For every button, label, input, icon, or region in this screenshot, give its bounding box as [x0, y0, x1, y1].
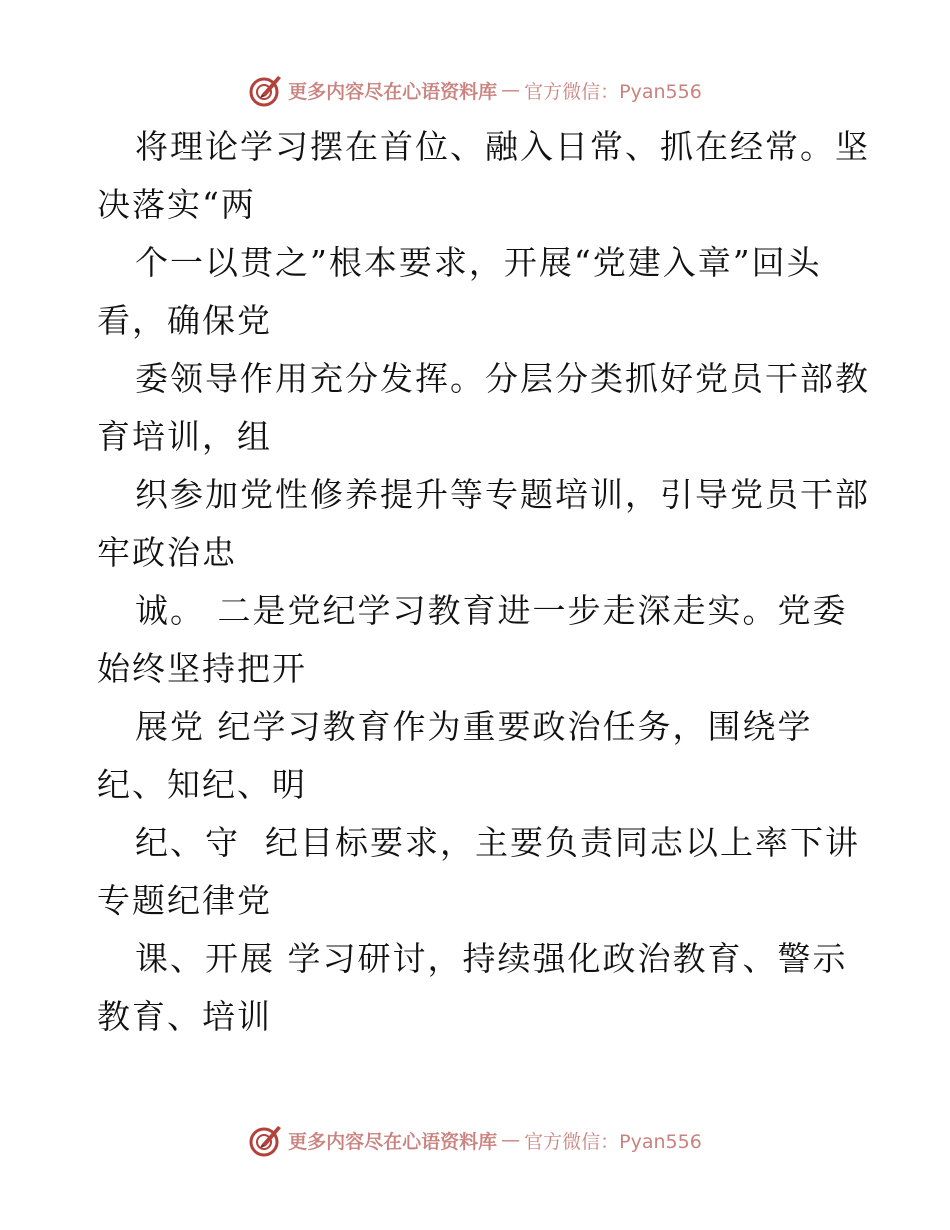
- paragraph-line: 课、开展 学习研讨，持续强化政治教育、警示: [135, 939, 848, 978]
- paragraph-line: 诚。 二是党纪学习教育进一步走深走实。党委: [135, 591, 848, 630]
- paragraph-line: 决落实“两: [97, 185, 256, 224]
- banner-separator: —: [501, 79, 521, 101]
- document-body: [97, 118, 870, 1046]
- header-banner-content: [248, 72, 702, 108]
- paragraph-line: 纪、守 纪目标要求，主要负责同志以上率下讲: [135, 823, 860, 862]
- paragraph-line: 专题纪律党: [97, 881, 272, 920]
- banner-wechat-text: 官方微信：Pyan556: [524, 80, 702, 103]
- banner-separator: —: [501, 1129, 521, 1151]
- quill-logo-icon: [248, 1122, 284, 1158]
- paragraph-line: 看，确保党: [97, 301, 272, 340]
- banner-site-text: 更多内容尽在心语资料库: [288, 1130, 498, 1153]
- paragraph-line: 织参加党性修养提升等专题培训，引导党员干部: [135, 475, 870, 514]
- paragraph-line: 牢政治忠: [97, 533, 237, 572]
- footer-banner: [0, 1120, 950, 1160]
- paragraph-line: 将理论学习摆在首位、融入日常、抓在经常。坚: [135, 127, 870, 166]
- paragraph-line: 纪、知纪、明: [97, 765, 307, 804]
- banner-site-text: 更多内容尽在心语资料库: [288, 80, 498, 103]
- header-banner: [0, 70, 950, 110]
- paragraph-line: 个一以贯之”根本要求，开展“党建入章”回头: [135, 243, 822, 282]
- paragraph-line: 教育、培训: [97, 997, 272, 1036]
- banner-wechat-text: 官方微信：Pyan556: [524, 1130, 702, 1153]
- quill-logo-icon: [248, 72, 284, 108]
- paragraph-line: 委领导作用充分发挥。分层分类抓好党员干部教: [135, 359, 870, 398]
- paragraph-line: 育培训，组: [97, 417, 272, 456]
- paragraph-line: 展党 纪学习教育作为重要政治任务，围绕学: [135, 707, 813, 746]
- paragraph-line: 始终坚持把开: [97, 649, 307, 688]
- footer-banner-content: [248, 1122, 702, 1158]
